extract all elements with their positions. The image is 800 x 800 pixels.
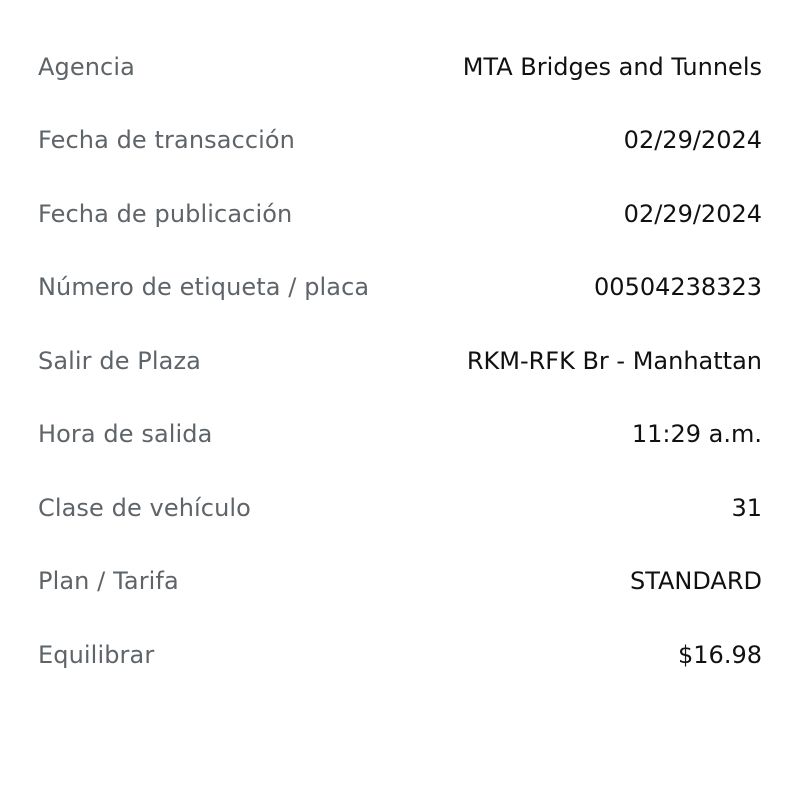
tag-plate-number-value: 00504238323 [594,273,762,302]
plan-rate-label: Plan / Tarifa [38,567,179,596]
exit-time-label: Hora de salida [38,420,213,449]
exit-plaza-value: RKM-RFK Br - Manhattan [466,346,762,375]
transaction-details-list [0,30,800,692]
agency-label: Agencia [38,52,135,81]
detail-row-tag-plate-number [0,251,800,325]
detail-row-agency [0,30,800,104]
plan-rate-value: STANDARD [629,567,762,596]
exit-plaza-label: Salir de Plaza [38,346,201,375]
vehicle-class-value: 31 [731,493,762,522]
tag-plate-number-label: Número de etiqueta / placa [38,273,370,302]
exit-time-value: 11:29 a.m. [631,420,762,449]
posting-date-value: 02/29/2024 [623,199,762,228]
detail-row-exit-time [0,398,800,472]
balance-label: Equilibrar [38,640,155,669]
detail-row-plan-rate [0,545,800,619]
detail-row-posting-date [0,177,800,251]
detail-row-exit-plaza [0,324,800,398]
vehicle-class-label: Clase de vehículo [38,493,251,522]
transaction-date-value: 02/29/2024 [623,126,762,155]
posting-date-label: Fecha de publicación [38,199,293,228]
transaction-date-label: Fecha de transacción [38,126,295,155]
detail-row-transaction-date [0,104,800,178]
detail-row-balance [0,618,800,692]
agency-value: MTA Bridges and Tunnels [462,52,762,81]
balance-value: $16.98 [678,640,762,669]
detail-row-vehicle-class [0,471,800,545]
